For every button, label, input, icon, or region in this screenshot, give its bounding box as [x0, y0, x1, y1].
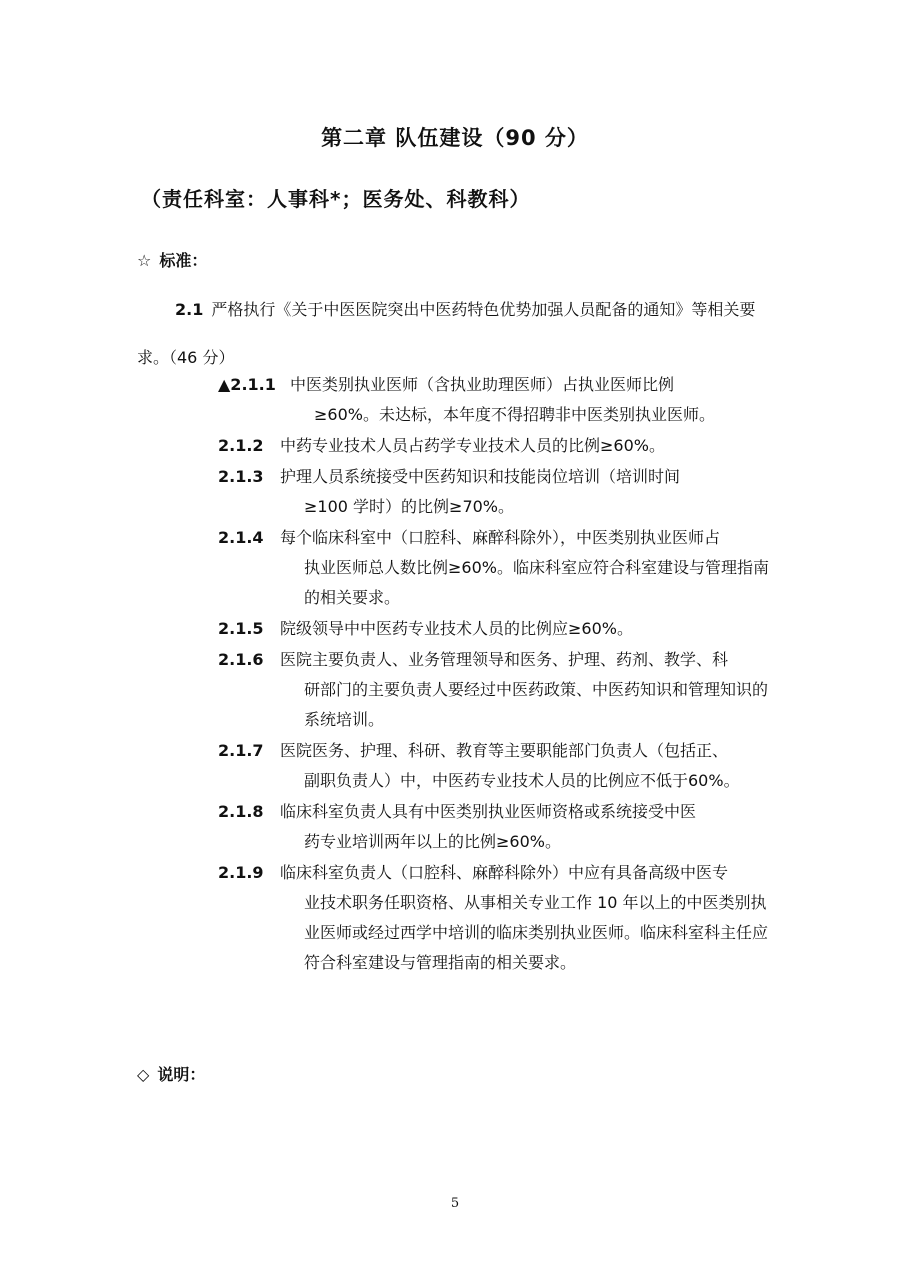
sub-item-number: 2.1.6 — [218, 650, 264, 669]
note-label: 说明： — [157, 1065, 206, 1084]
sub-item-rest: 研部门的主要负责人要经过中医药政策、中医药知识和管理知识的系统培训。 — [304, 680, 769, 729]
sub-item-rest: ≥100 学时）的比例≥70%。 — [304, 497, 515, 516]
sub-item — [218, 736, 778, 796]
sub-item-text — [280, 645, 778, 735]
main-item-number: 2.1 — [175, 300, 204, 319]
sub-item-number: 2.1.4 — [218, 528, 264, 547]
standard-label: 标准： — [159, 251, 208, 270]
sub-item-text — [280, 797, 778, 857]
note-heading — [137, 1062, 205, 1085]
sub-item — [218, 797, 778, 857]
sub-item-text — [280, 614, 778, 644]
sub-item-line1: 每个临床科室中（口腔科、麻醉科除外），中医类别执业医师占 — [280, 528, 721, 547]
sub-item-rest: 业技术职务任职资格、从事相关专业工作 10 年以上的中医类别执业医师或经过西学中培训的临床类别执业医师。临床科室科主任应符合科室建设与管理指南的相关要求。 — [304, 893, 769, 972]
diamond-icon: ◇ — [137, 1065, 150, 1084]
sub-item-text — [280, 462, 778, 522]
sub-item-text — [280, 523, 778, 613]
sub-item-number: 2.1.8 — [218, 802, 264, 821]
sub-item-line1: 护理人员系统接受中医药知识和技能岗位培训（培训时间 — [280, 467, 681, 486]
sub-item-line1: 医院主要负责人、业务管理领导和医务、护理、药剂、教学、科 — [280, 650, 729, 669]
star-icon: ☆ — [137, 251, 152, 270]
sub-item-number: ▲2.1.1 — [218, 375, 276, 394]
chapter-title: 第二章 队伍建设（90 分） — [321, 126, 589, 150]
sub-item-text — [290, 370, 778, 430]
sub-item-line1: 医院医务、护理、科研、教育等主要职能部门负责人（包括正、 — [280, 741, 729, 760]
sub-item-number: 2.1.2 — [218, 436, 264, 455]
sub-item-number: 2.1.3 — [218, 467, 264, 486]
page-number: 5 — [450, 1196, 460, 1211]
sub-item-rest: 执业医师总人数比例≥60%。临床科室应符合科室建设与管理指南的相关要求。 — [304, 558, 769, 607]
standard-heading — [137, 248, 207, 271]
responsibility-departments: （责任科室：人事科*；医务处、科教科） — [141, 187, 531, 211]
sub-item — [218, 370, 778, 430]
sub-item-line1: 院级领导中中医药专业技术人员的比例应≥60%。 — [280, 619, 633, 638]
sub-item-number: 2.1.7 — [218, 741, 264, 760]
main-item-text: 严格执行《关于中医医院突出中医药特色优势加强人员配备的通知》等相关要求。（46 分） — [137, 300, 756, 367]
sub-item — [218, 645, 778, 735]
sub-item-line1: 临床科室负责人（口腔科、麻醉科除外）中应有具备高级中医专 — [280, 863, 729, 882]
sub-item-list — [218, 370, 778, 979]
sub-item-number: 2.1.9 — [218, 863, 264, 882]
sub-item-line1: 中医类别执业医师（含执业助理医师）占执业医师比例 — [290, 375, 675, 394]
sub-item — [218, 858, 778, 978]
sub-item-text — [280, 736, 778, 796]
sub-item — [218, 614, 778, 644]
sub-item-line1: 临床科室负责人具有中医类别执业医师资格或系统接受中医 — [280, 802, 697, 821]
sub-item — [218, 523, 778, 613]
sub-item-text — [280, 858, 778, 978]
sub-item-rest: 副职负责人）中，中医药专业技术人员的比例应不低于60%。 — [304, 771, 740, 790]
sub-item-rest: ≥60%。未达标，本年度不得招聘非中医类别执业医师。 — [314, 405, 715, 424]
sub-item-line1: 中药专业技术人员占药学专业技术人员的比例≥60%。 — [280, 436, 665, 455]
sub-item — [218, 431, 778, 461]
sub-item-text — [280, 431, 778, 461]
sub-item-number: 2.1.5 — [218, 619, 264, 638]
sub-item-rest: 药专业培训两年以上的比例≥60%。 — [304, 832, 561, 851]
main-item-2-1 — [137, 286, 777, 382]
sub-item — [218, 462, 778, 522]
